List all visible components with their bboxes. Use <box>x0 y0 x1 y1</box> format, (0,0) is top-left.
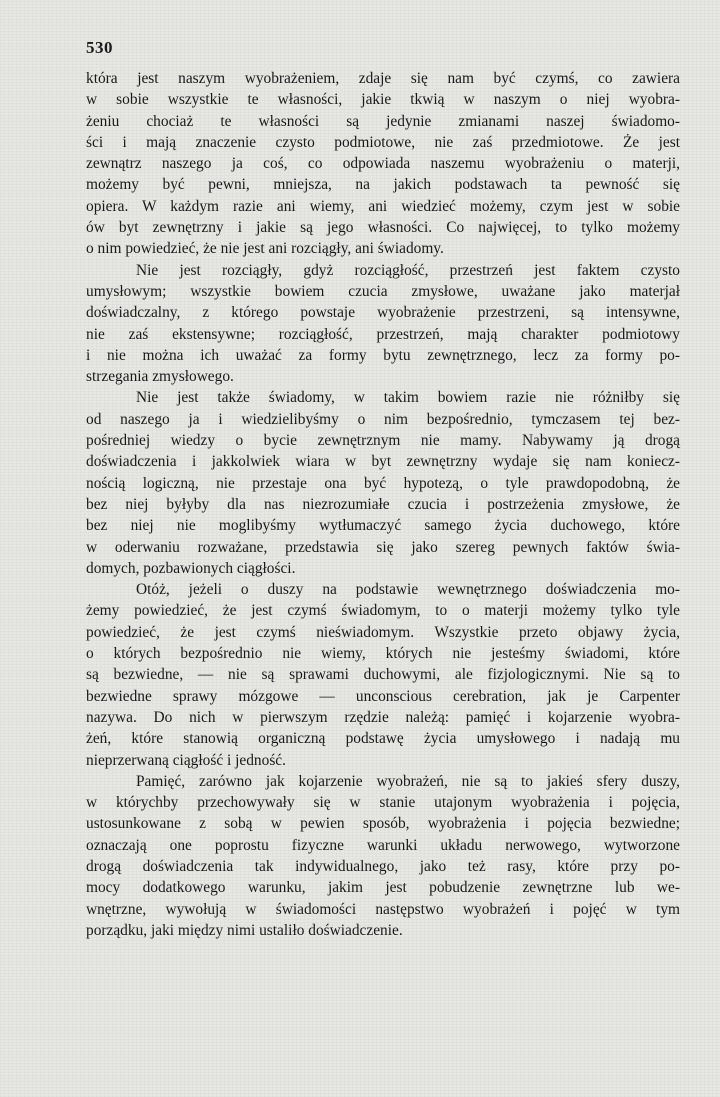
text-line: Nie jest rozciągły, gdyż rozciągłość, przestrzeń jest faktem czysto <box>136 261 680 279</box>
text-line: nie zaś ekstensywne; rozciągłość, przestrzeń, mają charakter podmiotowy <box>86 325 680 343</box>
text-line: o których bezpośrednio nie wiemy, których nie jesteśmy świadomi, które <box>86 645 680 663</box>
text-line: ów byt zewnętrzny i jakie są jego własności. Co najwięcej, to tylko możemy <box>86 219 680 237</box>
text-line: Pamięć, zarówno jak kojarzenie wyobrażeń, nie są to jakieś sfery duszy, <box>136 772 680 790</box>
text-line: ści i mają znaczenie czysto podmiotowe, nie zaś przedmiotowe. Że jest <box>86 133 680 151</box>
page-number: 530 <box>86 38 113 57</box>
text-line: nieprzerwaną ciągłość i jedność. <box>86 751 286 769</box>
text-line: możemy być pewni, mniejsza, na jakich podstawach ta pewność się <box>86 176 680 194</box>
text-line: w oderwaniu rozważane, przedstawia się jako szereg pewnych faktów świa- <box>86 538 680 556</box>
text-line: opiera. W każdym razie ani wiemy, ani wiedzieć możemy, czym jest w sobie <box>86 197 680 215</box>
text-line: powiedzieć, że jest czymś nieświadomym. Wszystkie przeto objawy życia, <box>86 623 680 641</box>
text-line: bez niej byłyby dla nas niezrozumiałe czucia i postrzeżenia zmysłowe, że <box>86 495 680 513</box>
text-line: w sobie wszystkie te własności, jakie tkwią w naszym o niej wyobra- <box>86 91 680 109</box>
text-line: w którychby przechowywały się w stanie utajonym wyobrażenia i pojęcia, <box>86 794 680 812</box>
text-line: strzegania zmysłowego. <box>86 368 234 386</box>
text-line: bezwiedne sprawy mózgowe — unconscious cerebration, jak je Carpenter <box>86 687 680 705</box>
text-line: oznaczają one poprostu fizyczne warunki układu nerwowego, wytworzone <box>86 836 680 854</box>
text-line: porządku, jaki między nimi ustaliło doświadczenie. <box>86 921 403 939</box>
text-line: doświadczenia i jakkolwiek wiara w byt zewnętrzny wydaje się nam koniecz- <box>86 453 680 471</box>
text-line: pośredniej wiedzy o bycie zewnętrznym nie mamy. Nabywamy ją drogą <box>86 432 680 450</box>
text-line: nazywa. Do nich w pierwszym rzędzie należą: pamięć i kojarzenie wyobra- <box>86 708 680 726</box>
text-line: Otóż, jeżeli o duszy na podstawie wewnętrznego doświadczenia mo- <box>136 581 680 599</box>
text-line: doświadczalny, z którego powstaje wyobrażenie przestrzeni, są intensywne, <box>86 304 680 322</box>
text-line: umysłowym; wszystkie bowiem czucia zmysłowe, uważane jako materjał <box>86 282 680 300</box>
text-line: nością logiczną, nie przestaje ona być hypotezą, o tyle prawdopodobną, że <box>86 474 680 492</box>
text-line: żeniu chociaż te własności są jedynie zmianami naszej świadomo- <box>86 112 680 130</box>
text-line: i nie można ich uważać za formy bytu zewnętrznego, lecz za formy po- <box>86 346 680 364</box>
text-line: która jest naszym wyobrażeniem, zdaje się nam być czymś, co zawiera <box>86 70 680 87</box>
text-line: żeń, które stanowią organiczną podstawę życia umysłowego i nadają mu <box>86 730 680 748</box>
text-line: są bezwiedne, — nie są sprawami duchowymi, ale fizjologicznymi. Nie są to <box>86 666 680 684</box>
text-line: od naszego ja i wiedzielibyśmy o nim bezpośrednio, tymczasem tej bez- <box>86 410 680 428</box>
text-line: zewnątrz naszego ja coś, co odpowiada naszemu wyobrażeniu o materji, <box>86 155 680 173</box>
text-line: domych, pozbawionych ciągłości. <box>86 559 296 577</box>
text-line: ustosunkowane z sobą w pewien sposób, wyobrażenia i pojęcia bezwiedne; <box>86 815 680 833</box>
text-line: bez niej nie moglibyśmy wytłumaczyć samego życia duchowego, które <box>86 517 680 535</box>
text-line: mocy dodatkowego warunku, jakim jest pobudzenie zewnętrzne lub we- <box>86 879 680 897</box>
text-line: żemy powiedzieć, że jest czymś świadomym, to o materji możemy tylko tyle <box>86 602 680 620</box>
text-line: drogą doświadczenia tak indywidualnego, jako też rasy, które przy po- <box>86 857 680 875</box>
text-line: o nim powiedzieć, że nie jest ani rozciągły, ani świadomy. <box>86 240 444 258</box>
text-line: wnętrzne, wywołują w świadomości następstwo wyobrażeń i pojęć w tym <box>86 900 680 918</box>
text-line: Nie jest także świadomy, w takim bowiem razie nie różniłby się <box>136 389 680 407</box>
body-text <box>86 68 680 941</box>
